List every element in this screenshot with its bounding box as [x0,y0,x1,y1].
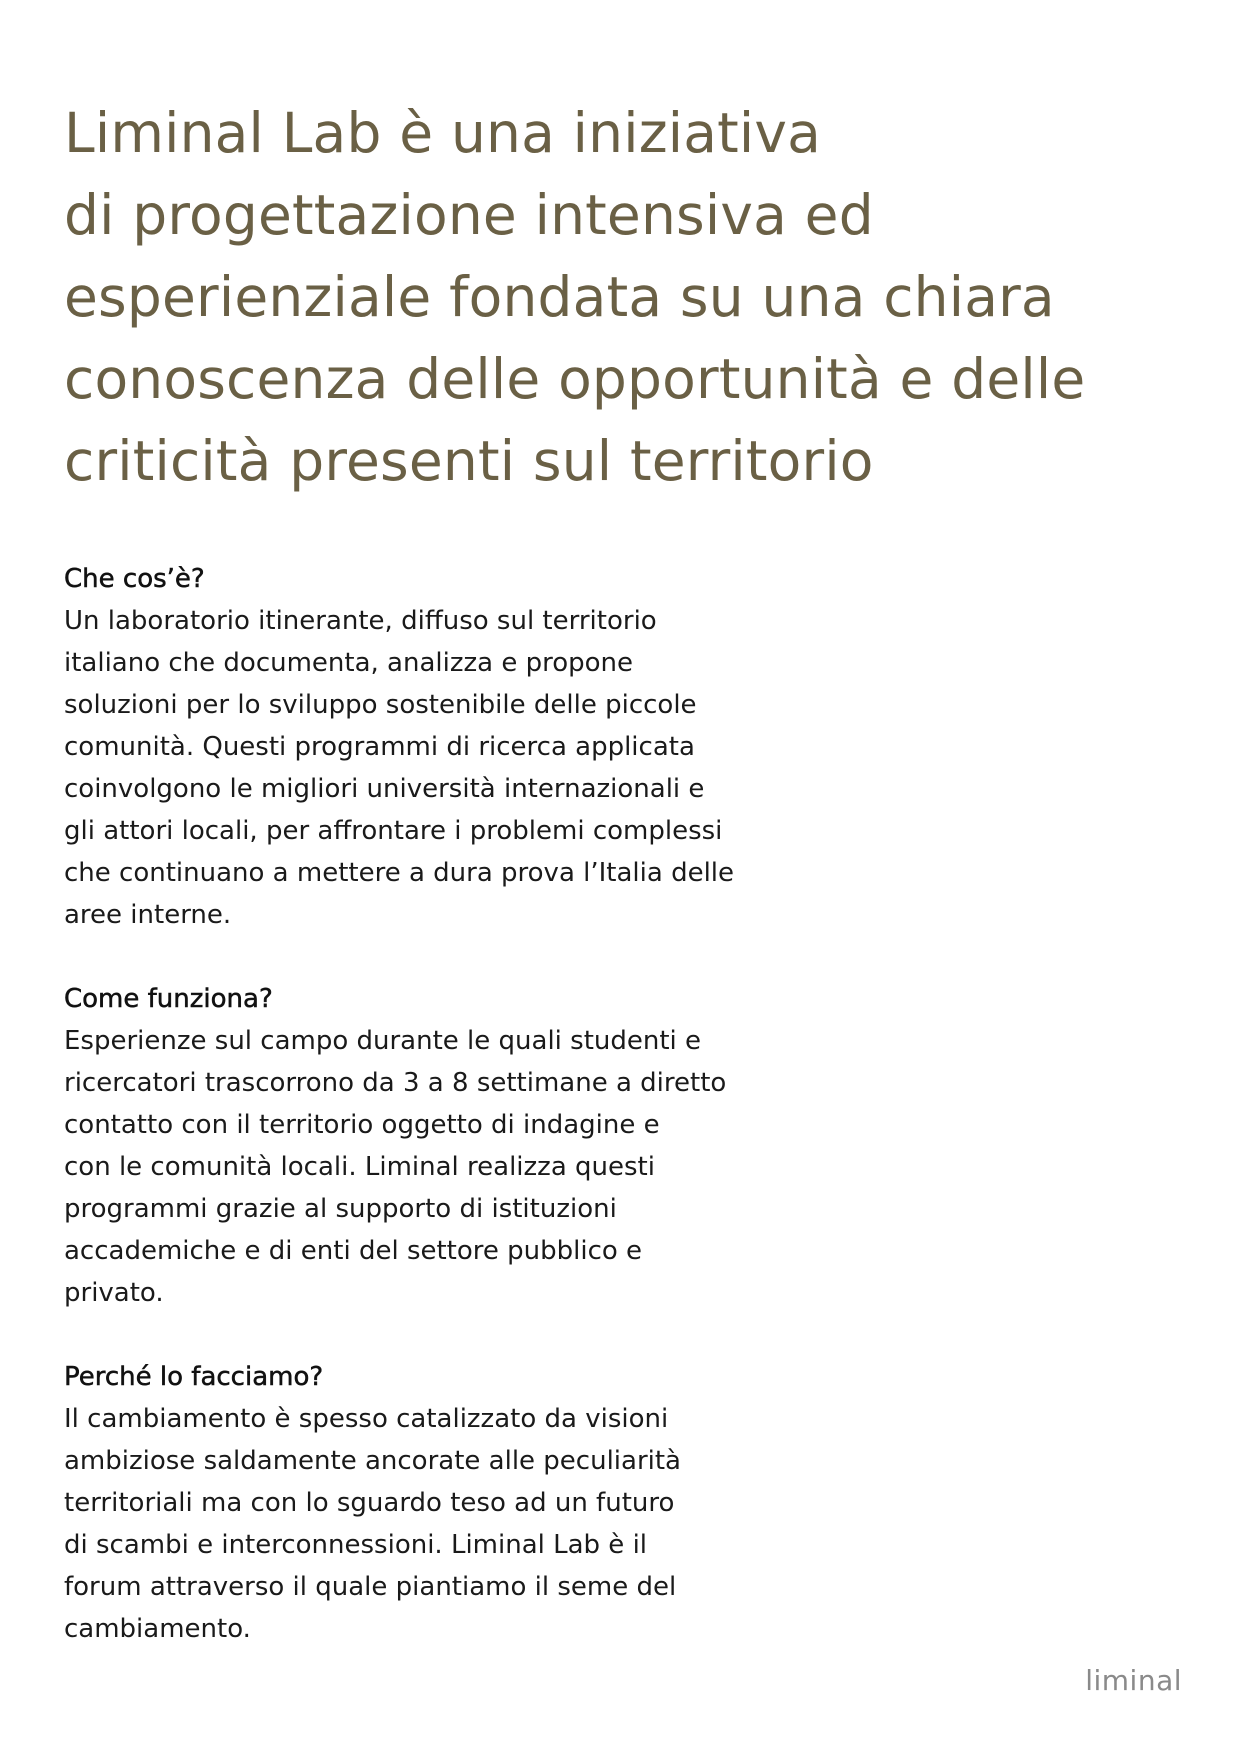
body-line: soluzioni per lo sviluppo sostenibile delle piccole [64,690,697,720]
body-line: accademiche e di enti del settore pubblico e [64,1236,643,1266]
section-body [64,1020,824,1314]
headline-line: criticità presenti sul territorio [64,429,874,493]
section-how-it-works [64,978,824,1314]
body-line: contatto con il territorio oggetto di indagine e [64,1110,660,1140]
body-line: ricercatori trascorrono da 3 a 8 settimane a diretto [64,1068,727,1098]
body-line: comunità. Questi programmi di ricerca applicata [64,732,695,762]
section-title: Che cos’è? [64,564,205,594]
body-line: coinvolgono le migliori università internazionali e [64,774,705,804]
body-line: Esperienze sul campo durante le quali studenti e [64,1026,702,1056]
body-line: di scambi e interconnessioni. Liminal Lab è il [64,1530,648,1560]
body-line: Un laboratorio itinerante, diffuso sul territorio [64,606,657,636]
body-line: gli attori locali, per affrontare i problemi complessi [64,816,723,846]
section-what-is-it [64,558,824,936]
body-line: aree interne. [64,900,232,930]
section-body [64,600,824,936]
headline-line: di progettazione intensiva ed [64,183,874,247]
section-title: Perché lo facciamo? [64,1362,324,1392]
body-line: con le comunità locali. Liminal realizza questi [64,1152,655,1182]
body-line: territoriali ma con lo sguardo teso ad un futuro [64,1488,675,1518]
footer-brand-wordmark: liminal [1085,1664,1182,1697]
body-line: forum attraverso il quale piantiamo il seme del [64,1572,677,1602]
headline-line: Liminal Lab è una iniziativa [64,101,822,165]
body-line: privato. [64,1278,164,1308]
body-line: Il cambiamento è spesso catalizzato da visioni [64,1404,669,1434]
body-line: italiano che documenta, analizza e propone [64,648,634,678]
headline-line: esperienziale fondata su una chiara [64,265,1055,329]
section-body [64,1398,824,1650]
headline-line: conoscenza delle opportunità e delle [64,347,1086,411]
page-headline [64,92,1184,502]
content-sections [64,558,824,1692]
body-line: programmi grazie al supporto di istituzioni [64,1194,617,1224]
body-line: ambiziose saldamente ancorate alle peculiarità [64,1446,681,1476]
body-line: cambiamento. [64,1614,251,1644]
section-why-we-do-it [64,1356,824,1650]
body-line: che continuano a mettere a dura prova l’Italia delle [64,858,735,888]
section-title: Come funziona? [64,984,273,1014]
